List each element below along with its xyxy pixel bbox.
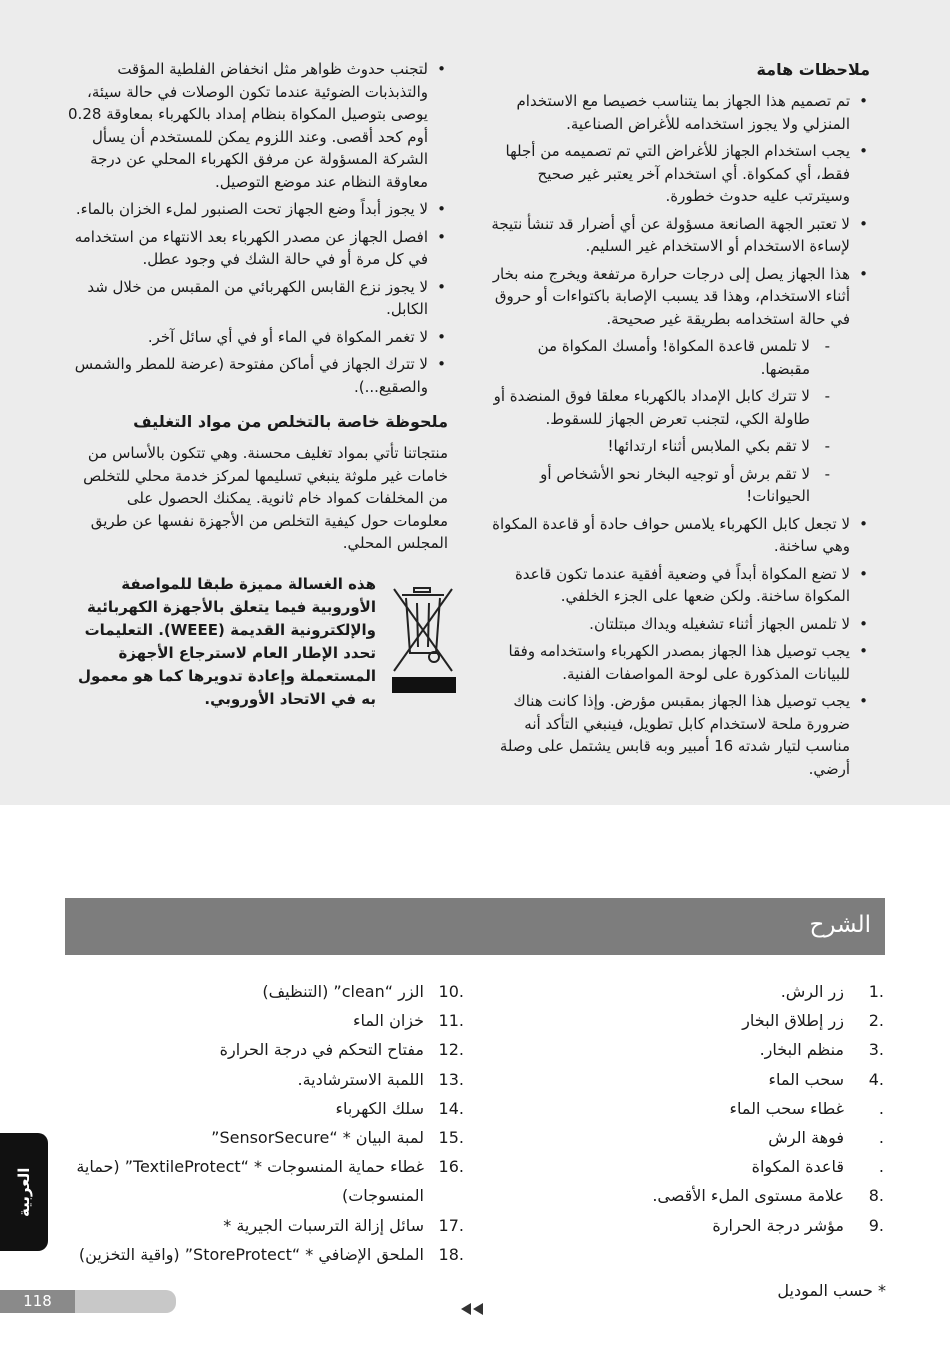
language-tab-label: العربية [15, 1167, 33, 1217]
note-item: • يجب توصيل هذا الجهاز بمقبس مؤرض. وإذا كانت هناك ضرورة ملحة لاستخدام كابل تطويل، فينبغي التأكد أنه مناسب لتيار شدته 16 أمبير وبه قابس يشتمل على وصلة أرضي. [484, 690, 870, 780]
part-number: .10 [438, 982, 464, 1001]
part-number: . [878, 1128, 884, 1148]
language-tab[interactable] [0, 1133, 48, 1251]
weee-block [62, 573, 460, 713]
part-number: .16 [438, 1157, 464, 1177]
part-label: الملحق الإضافي * “StoreProtect” (واقية التخزين) [78, 1244, 424, 1264]
part-label: غطاء سحب الماء [729, 1098, 844, 1118]
part-number: .2 [868, 1011, 884, 1031]
part-number: .17 [438, 1215, 464, 1235]
part-number: .9 [868, 1215, 884, 1235]
part-number: .15 [438, 1128, 464, 1148]
note-subitem: - لا تقم برش أو توجيه البخار نحو الأشخاص أو الحيوانات! [484, 463, 850, 508]
part-item [60, 1094, 464, 1123]
part-label: علامة مستوى الملء الأقصى. [652, 1186, 844, 1206]
part-item [484, 1123, 884, 1152]
part-item [484, 1152, 884, 1181]
part-label: مفتاح التحكم في درجة الحرارة [219, 1040, 424, 1060]
part-label: زر إطلاق البخار [742, 1011, 844, 1031]
part-label: لمبة البيان * “SensorSecure” [211, 1128, 424, 1148]
notes-left-column [62, 58, 448, 555]
part-item [60, 1035, 464, 1064]
part-item [484, 1065, 884, 1094]
note-item: • لا تغمر المكواة في الماء أو في أي سائل آخر. [62, 326, 448, 349]
part-label: سحب الماء [768, 1069, 844, 1089]
part-label: سلك الكهرباء [335, 1098, 424, 1118]
section-banner [65, 898, 885, 955]
part-label: الزر “clean” (التنظيف) [262, 982, 424, 1001]
section-title: الشرح [809, 912, 871, 938]
part-item [60, 1065, 464, 1094]
part-number: .18 [438, 1244, 464, 1264]
note-item [484, 263, 870, 508]
part-item [484, 1181, 884, 1210]
part-number: .4 [868, 1069, 884, 1089]
part-item [60, 1240, 464, 1269]
part-number: .12 [438, 1040, 464, 1060]
note-item: • لا تلمس الجهاز أثناء تشغيله ويداك مبتلتان. [484, 613, 870, 636]
part-label: زر الرش. [780, 982, 844, 1001]
note-item: • لا تعتبر الجهة الصانعة مسؤولة عن أي أضرار قد تنشأ نتيجة لإساءة الاستخدام أو الاستخدام غير السليم. [484, 213, 870, 258]
note-item: • يجب توصيل هذا الجهاز بمصدر الكهرباء واستخدامه وفقا للبيانات المذكورة على لوحة المواصفات الفنية. [484, 640, 870, 685]
part-number: .8 [868, 1186, 884, 1206]
part-item [60, 1152, 464, 1210]
note-item: • تم تصميم هذا الجهاز بما يتناسب خصيصا مع الاستخدام المنزلي ولا يجوز استخدامه للأغراض الصناعية. [484, 90, 870, 135]
note-subitem: - لا تقم بكي الملابس أثناء ارتدائها! [484, 435, 850, 458]
note-item: • لا يجوز أبداً وضع الجهاز تحت الصنبور لملء الخزان بالماء. [62, 198, 448, 221]
disposal-text: منتجاتنا تأتي بمواد تغليف محسنة. وهي تتكون بالأساس من خامات غير ملوثة ينبغي تسليمها لمركز خدمة محلي للتخلص من المخلفات كمواد خام ثانوية. يمكنك الحصول على معلومات حول كيفية التخلص من الأجهزة نفسها عن طريق المجلس المحلي. [83, 444, 448, 552]
part-label: مؤشر درجة الحرارة [712, 1215, 844, 1235]
note-item: • يجب استخدام الجهاز للأغراض التي تم تصميمه من أجلها فقط، أي كمكواة. أي استخدام آخر يعتبر غير صحيح وسيترتب عليه حدوث خطورة. [484, 140, 870, 208]
part-item [484, 1094, 884, 1123]
parts-list-right [484, 977, 884, 1240]
note-item: • لا تترك الجهاز في أماكن مفتوحة (عرضة للمطر والشمس والصقيع...). [62, 353, 448, 398]
note-item: • لا يجوز نزع القابس الكهربائي من المقبس من خلال شد الكابل. [62, 276, 448, 321]
part-label: منظم البخار. [759, 1040, 844, 1060]
part-number: .13 [438, 1069, 464, 1089]
crossed-out-wheelie-bin-icon [390, 581, 456, 681]
part-item [484, 1035, 884, 1064]
part-label: قاعدة المكواة [751, 1157, 844, 1177]
part-item [484, 1006, 884, 1035]
part-item [484, 1211, 884, 1240]
weee-text: هذه الغسالة مميزة طبقا للمواصفة الأوروبية فيما يتعلق بالأجهزة الكهربائية والإلكترونية القديمة (WEEE). التعليمات تحدد الإطار العام لاسترجاع الأجهزة المستعملة وإعادة تدويرها كما هو معمول به في الاتحاد الأوروبي. [77, 575, 376, 708]
note-item: • لا تجعل كابل الكهرباء يلامس حواف حادة أو قاعدة المكواة وهي ساخنة. [484, 513, 870, 558]
disposal-heading: ملحوظة خاصة بالتخلص من مواد التغليف [133, 412, 448, 431]
notes-heading: ملاحظات هامة [756, 60, 870, 79]
notes-right-column [484, 58, 870, 785]
part-number: .11 [438, 1011, 464, 1031]
page-number: 118 [0, 1290, 75, 1313]
part-number: .3 [868, 1040, 884, 1060]
note-item: • افصل الجهاز عن مصدر الكهرباء بعد الانتهاء من استخدامه في كل مرة أو في حالة الشك في وجود عطل. [62, 226, 448, 271]
part-label: سائل إزالة الترسبات الجيرية * [223, 1215, 424, 1235]
part-item [60, 1006, 464, 1035]
part-number: .1 [868, 982, 884, 1001]
double-left-arrow-icon [459, 1302, 489, 1316]
note-item: • لا تضع المكواة أبداً في وضعية أفقية عندما تكون قاعدة المكواة ساخنة. ولكن ضعها على الجزء الخلفي. [484, 563, 870, 608]
part-item [484, 977, 884, 1006]
note-item: • لتجنب حدوث ظواهر مثل انخفاض الفلطية المؤقت والتذبذبات الضوئية عندما تكون الوصلات في حالة سيئة، يوصى بتوصيل المكواة بنظام إمداد بالكهرباء بمعاوقة 0.28 أوم كحد أقصى. وعند اللزوم يمكن للمستخدم أن يسأل الشركة المسؤولة عن مرفق الكهرباء المحلي عن درجة معاوقة النظام عند موضع التوصيل. [62, 58, 448, 193]
part-label: فوهة الرش [768, 1128, 844, 1148]
part-number: . [878, 1157, 884, 1177]
part-item [60, 1211, 464, 1240]
note-subitem: - لا تترك كابل الإمداد بالكهرباء معلقا فوق المنضدة أو طاولة الكي، لتجنب تعرض الجهاز للسقوط. [484, 385, 850, 430]
part-item [60, 1123, 464, 1152]
parts-list-left [60, 977, 464, 1269]
part-item [60, 977, 464, 1006]
weee-bar [392, 677, 456, 693]
note-subitem: - لا تلمس قاعدة المكواة! وأمسك المكواة من مقبضها. [484, 335, 850, 380]
page-number-bar [75, 1290, 176, 1313]
part-label: اللمبة الاسترشادية. [297, 1069, 424, 1089]
note-item-text: هذا الجهاز يصل إلى درجات حرارة مرتفعة ويخرج منه بخار أثناء الاستخدام، وهذا قد يسبب الإصابة باكتواءات أو حروق في حالة استخدامه بطريقة غير صحيحة. [492, 264, 850, 328]
part-label: خزان الماء [353, 1011, 424, 1031]
footnote: * حسب الموديل [777, 1281, 886, 1300]
part-number: .14 [438, 1098, 464, 1118]
part-label: غطاء حماية المنسوجات * “TextileProtect” (حماية المنسوجات) [76, 1157, 424, 1206]
part-number: . [878, 1098, 884, 1118]
